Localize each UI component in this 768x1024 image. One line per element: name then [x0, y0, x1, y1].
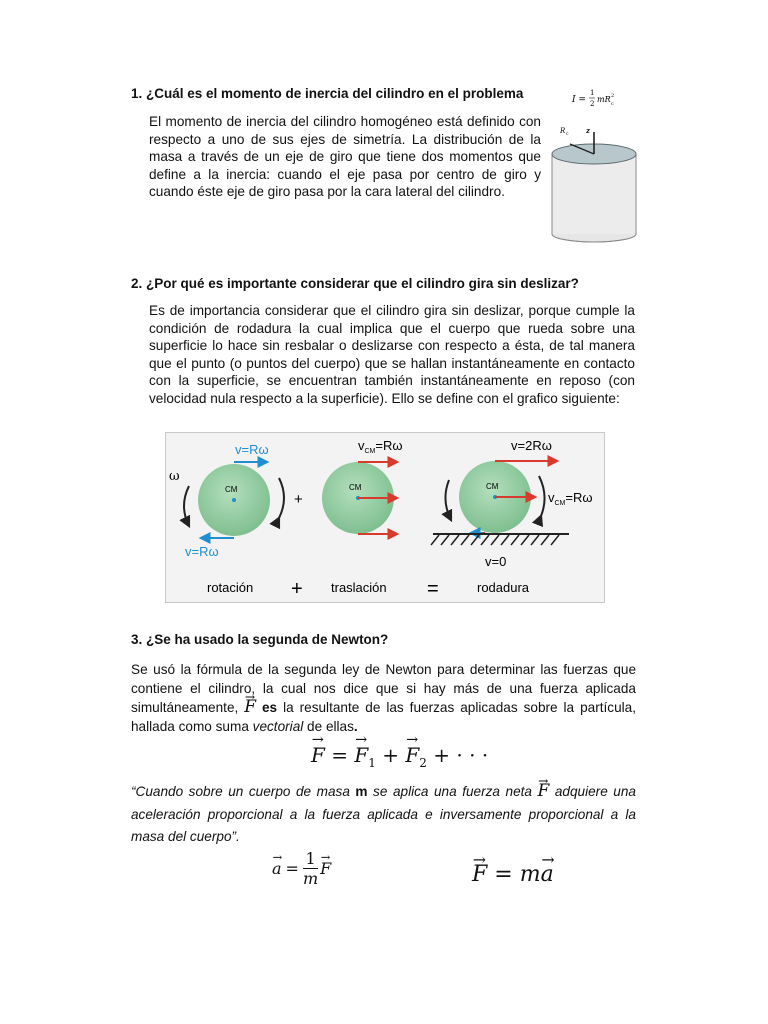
svg-text:mR: mR [597, 95, 611, 104]
omega-label: ω [169, 469, 180, 484]
rotation-arrow-right [279, 478, 284, 518]
quote-mass-m: m [355, 784, 368, 799]
section2-heading: 2. ¿Por qué es importante considerar que el cilindro gira sin deslizar? [131, 276, 579, 291]
ground-hatch [431, 535, 559, 545]
axis-label: z [586, 126, 590, 135]
svg-text:c: c [611, 101, 614, 107]
para1-dot: . [353, 719, 358, 734]
equals-bottom: = [427, 578, 439, 600]
v-bottom-rot: v=Rω [185, 544, 219, 559]
v-cm-roll: $v_{CM}=R\omega$ [548, 490, 593, 507]
svg-text:CM: CM [349, 483, 362, 492]
formula-lhs: I = [572, 95, 586, 105]
para1-text-c: de ellas [303, 719, 354, 734]
rotation-arrow-left [184, 486, 189, 526]
para1-F-vector: → F [244, 698, 256, 717]
para1-text-b: la resultante de las fuerzas aplicadas sobre la partícula, hallada como suma [131, 700, 636, 734]
label-rotacion: rotación [207, 580, 254, 595]
plus-top: + [294, 491, 303, 508]
section3-para1 [131, 660, 636, 736]
section2-body: Es de importancia considerar que el cilindro gira sin deslizar, porque cumple la condición de rodadura la cual implica que el cuerpo que rueda sobre una superficie lo hace sin resbalar o deslizarse con respecto a ésta, de tal manera que el punto (o puntos del cuerpo) que se hallan instantáneamente en contacto con la superficie, se encuentran también instantáneamente en reposo (con velocidad nula respecto a la superficie). Ello se define con el grafico siguiente: [149, 303, 635, 406]
label-traslacion: traslación [331, 580, 387, 595]
v-cm-trans: $v_{CM}=R\omega$ [358, 438, 403, 455]
para1-vectorial: vectorial [252, 719, 304, 734]
plus-bottom: + [291, 578, 303, 600]
rolling-figure [165, 432, 603, 601]
v-top-roll: v=2Rω [511, 438, 552, 453]
svg-text:1: 1 [590, 89, 595, 97]
svg-text:c: c [566, 132, 569, 137]
svg-text:2: 2 [611, 93, 615, 99]
svg-text:CM: CM [225, 485, 238, 494]
section1-heading: 1. ¿Cuál es el momento de inercia del cilindro en el problema [131, 86, 524, 101]
v-top-rot: v=Rω [235, 442, 269, 457]
label-rodadura: rodadura [477, 580, 530, 595]
para1-text-a: Se usó la fórmula de la segunda ley de Newton para determinar las fuerzas que contiene el cilindro, la cual nos dice que si hay más de una fuerza aplicada simultáneamente, [131, 662, 636, 715]
v-zero: v=0 [485, 554, 507, 569]
para1-es: es [262, 700, 278, 715]
quote-F-vector: → F [538, 780, 550, 803]
cylinder-figure [548, 84, 640, 244]
svg-text:2: 2 [590, 100, 595, 108]
equation-newton: → F = m→ a [472, 862, 554, 887]
section1-body: El momento de inercia del cilindro homogéneo está definido con respecto a uno de sus ejes de simetría. La distribución de la masa a través de un eje de giro que tiene dos momentos que define a la inercia: cuando el eje pasa por centro de giro y cuando éste eje de giro pasa por la cara lateral del cilindro. [149, 114, 541, 200]
section3-heading: 3. ¿Se ha usado la segunda de Newton? [131, 632, 389, 647]
equation-force-sum: → F = → $F_1$ + → $F_2$ + · · · [311, 743, 488, 770]
svg-text:CM: CM [486, 482, 499, 491]
radius-label: R [560, 127, 566, 135]
section3-quote: “Cuando sobre un cuerpo de masa m se aplica una fuerza neta → F adquiere una aceleración proporcional a la fuerza aplicada e inversamente proporcional a la masa del cuerpo”. [131, 780, 636, 849]
equation-acceleration: → a = $\frac{1}{m}$ → F [272, 849, 331, 888]
